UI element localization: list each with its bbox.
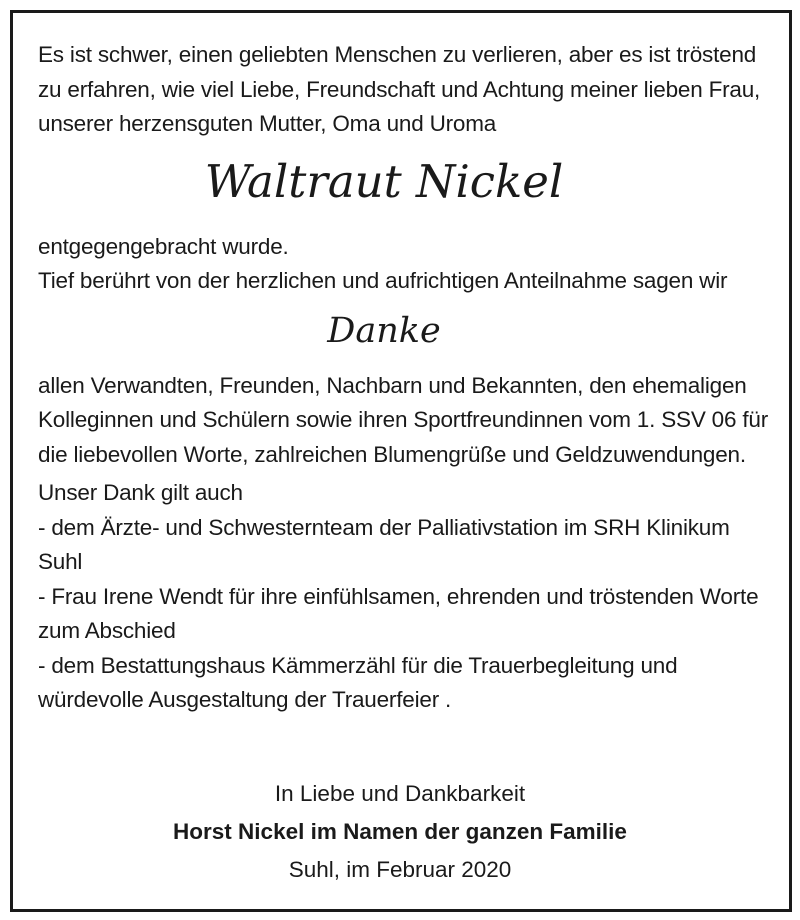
list-item: - dem Bestattungshaus Kämmerzähl für die Trauerbegleitung und würdevolle Ausgestaltung der Trauerfeier . — [38, 652, 678, 712]
special-thanks-list — [38, 511, 768, 718]
closing-block — [0, 775, 800, 889]
place-date: Suhl, im Februar 2020 — [288, 857, 512, 882]
thanks-heading: Danke — [327, 310, 441, 351]
after-name-line-1: entgegengebracht wurde. — [38, 233, 289, 259]
thanks-recipients: allen Verwandten, Freunden, Nachbarn und Bekannten, den ehemaligen Kolleginnen und Schülern sowie ihren Sportfreundinnen vom 1. SSV 06 für die liebevollen Worte, zahlreichen Blumengrüße und Geldzuwendungen. — [38, 372, 769, 467]
after-name-line-2: Tief berührt von der herzlichen und aufrichtigen Anteilnahme sagen wir — [38, 268, 728, 293]
notice-body — [38, 38, 768, 718]
closing-sentiment: In Liebe und Dankbarkeit — [274, 781, 526, 806]
intro-text: Es ist schwer, einen geliebten Menschen zu verlieren, aber es ist tröstend zu erfahren, wie viel Liebe, Freundschaft und Achtung meiner lieben Frau, unserer herzensguten Mutter, Oma und Uroma — [38, 42, 761, 136]
list-item: - dem Ärzte- und Schwesternteam der Palliativstation im SRH Klinikum Suhl — [38, 514, 730, 574]
deceased-name: Waltraut Nickel — [204, 154, 564, 208]
signer-name: Horst Nickel im Namen der ganzen Familie — [173, 819, 627, 844]
list-item: - Frau Irene Wendt für ihre einfühlsamen, ehrenden und tröstenden Worte zum Abschied — [38, 583, 759, 643]
special-thanks-intro: Unser Dank gilt auch — [38, 480, 243, 505]
